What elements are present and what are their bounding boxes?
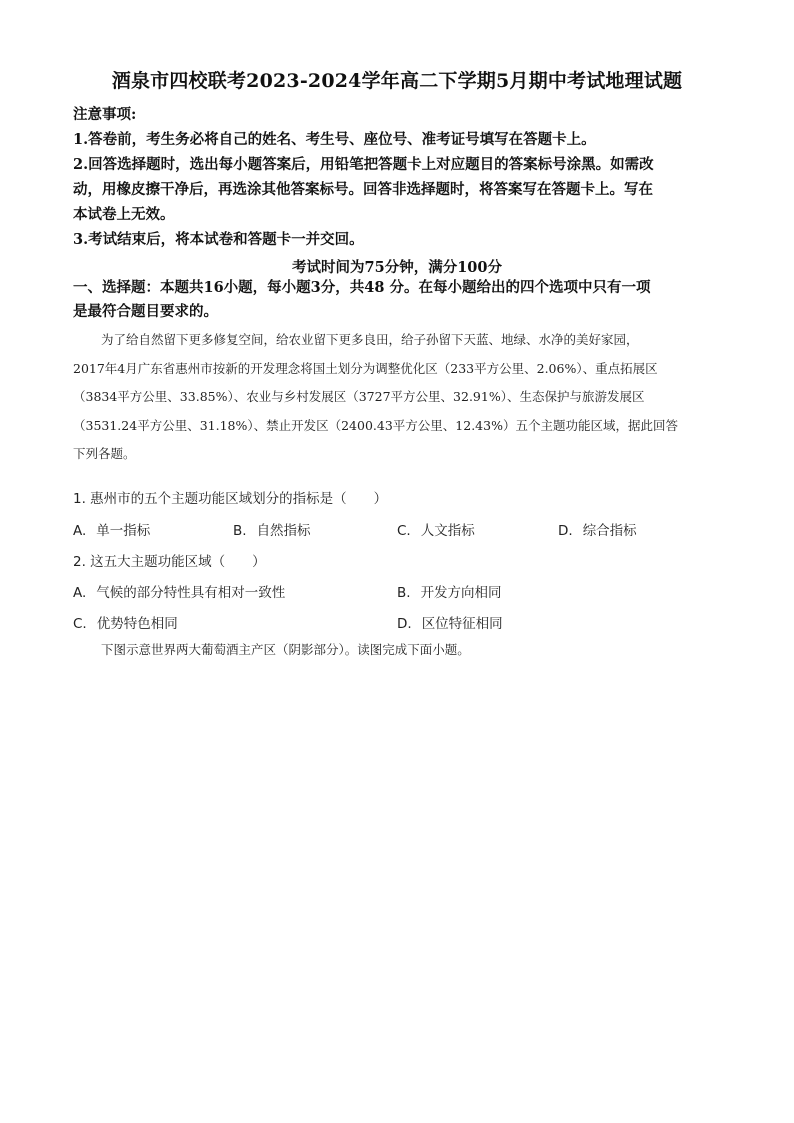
notice-item-1: 1.答卷前，考生务必将自己的姓名、考生号、座位号、准考证号填写在答题卡上。 bbox=[73, 131, 596, 148]
question-2-option-c[interactable]: C. 优势特色相同 bbox=[73, 616, 178, 632]
notice-heading: 注意事项: bbox=[73, 106, 137, 123]
section-1-heading-line-1: 一、选择题：本题共16小题，每小题3分，共48 分。在每小题给出的四个选项中只有一项 bbox=[73, 279, 651, 296]
notice-item-2-line-3: 本试卷上无效。 bbox=[73, 206, 175, 223]
passage-1-line-1: 为了给自然留下更多修复空间，给农业留下更多良田，给子孙留下天蓝、地绿、水净的美好家园， bbox=[101, 332, 639, 347]
passage-1 bbox=[73, 326, 723, 469]
passage-2 bbox=[73, 638, 723, 662]
question-2-option-b[interactable]: B. 开发方向相同 bbox=[397, 585, 502, 601]
question-2-stem: 2. 这五大主题功能区域（ ） bbox=[73, 554, 266, 570]
passage-1-line-3: （3834平方公里、33.85%）、农业与乡村发展区（3727平方公里、32.91%）、生态保护与旅游发展区 bbox=[73, 389, 645, 404]
question-1-option-d[interactable]: D. 综合指标 bbox=[558, 523, 637, 539]
notice-item-3: 3.考试结束后，将本试卷和答题卡一并交回。 bbox=[73, 231, 364, 248]
question-1-option-b[interactable]: B. 自然指标 bbox=[233, 523, 311, 539]
exam-title: 酒泉市四校联考2023-2024学年高二下学期5月期中考试地理试题 bbox=[111, 70, 683, 92]
passage-1-line-4: （3531.24平方公里、31.18%）、禁止开发区（2400.43平方公里、12.43%）五个主题功能区域，据此回答 bbox=[73, 417, 678, 433]
passage-1-line-2: 2017年4月广东省惠州市按新的开发理念将国土划分为调整优化区（233平方公里、2.06%）、重点拓展区 bbox=[73, 360, 658, 376]
notice-item-2-line-2: 动，用橡皮擦干净后，再选涂其他答案标号。回答非选择题时，将答案写在答题卡上。写在 bbox=[73, 181, 653, 198]
section-1-heading-line-2: 是最符合题目要求的。 bbox=[73, 303, 218, 320]
question-1-option-c[interactable]: C. 人文指标 bbox=[397, 523, 475, 539]
passage-2-text: 下图示意世界两大葡萄酒主产区（阴影部分）。读图完成下面小题。 bbox=[101, 642, 470, 657]
passage-1-line-5: 下列各题。 bbox=[73, 446, 136, 461]
notice-item-2-line-1: 2.回答选择题时，选出每小题答案后，用铅笔把答题卡上对应题目的答案标号涂黑。如需改 bbox=[73, 156, 654, 173]
question-2-option-a[interactable]: A. 气候的部分特性具有相对一致性 bbox=[73, 585, 286, 601]
question-1-option-a[interactable]: A. 单一指标 bbox=[73, 523, 151, 539]
exam-info: 考试时间为75分钟，满分100分 bbox=[292, 259, 502, 276]
question-1-stem: 1. 惠州市的五个主题功能区域划分的指标是（ ） bbox=[73, 491, 388, 507]
question-2-option-d[interactable]: D. 区位特征相同 bbox=[397, 616, 503, 632]
